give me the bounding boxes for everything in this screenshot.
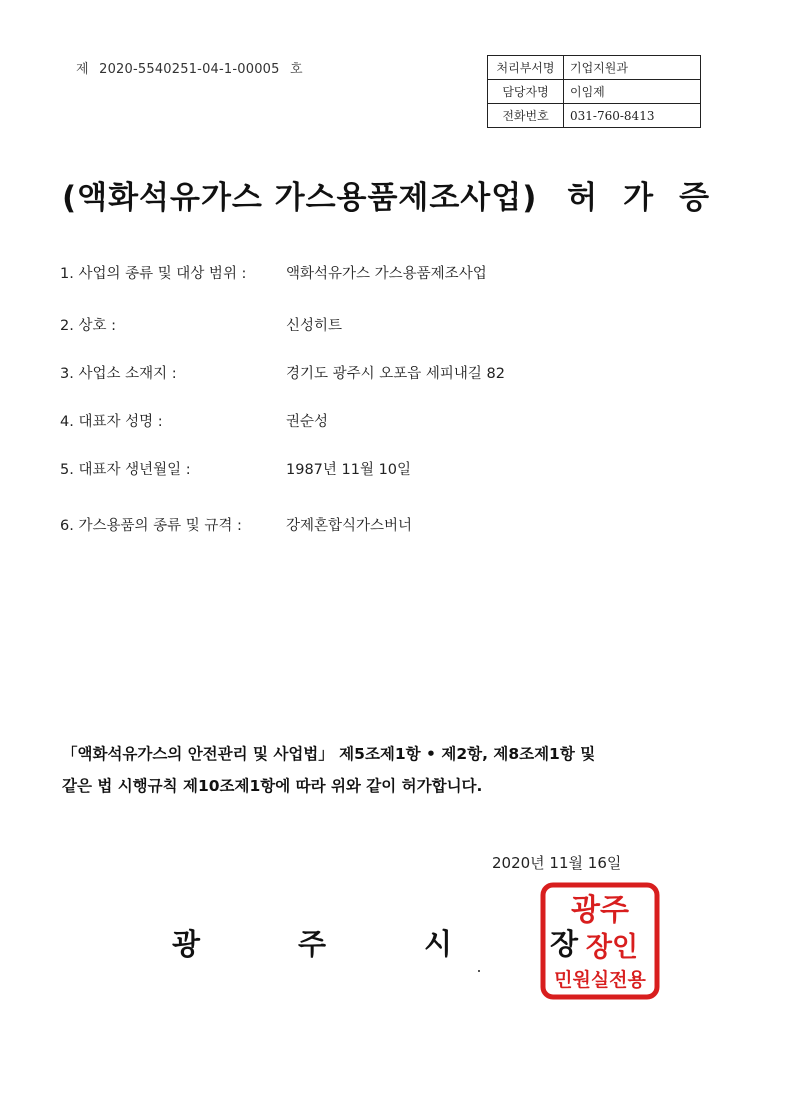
seal-text-mid: 장인 — [585, 932, 639, 963]
issuer-char: 장 — [550, 927, 579, 961]
legal-statement-line: 같은 법 시행규칙 제10조제1항에 따라 위와 같이 허가합니다. — [62, 777, 483, 795]
legal-statement — [62, 738, 742, 802]
seal-text-bottom: 민원실전용 — [554, 969, 646, 991]
issue-date: 2020년 11월 16일 — [492, 854, 622, 872]
issuer-char: 주 — [298, 927, 327, 961]
item-label: 4. 대표자 성명 : — [60, 414, 163, 430]
item-value: 경기도 광주시 오포읍 세피내길 82 — [286, 366, 505, 382]
certificate-title — [62, 172, 742, 217]
certificate-title-suffix: 허가증 — [567, 180, 736, 216]
item-value: 1987년 11월 10일 — [286, 462, 412, 478]
certificate-title-main: (액화석유가스 가스용품제조사업) — [62, 180, 538, 216]
item-label: 6. 가스용품의 종류 및 규격 : — [60, 518, 242, 534]
office-info-value: 031-760-8413 — [564, 104, 701, 128]
document-number-prefix: 제 — [76, 62, 89, 77]
item-label: 3. 사업소 소재지 : — [60, 366, 177, 382]
document-number-suffix: 호 — [289, 62, 303, 77]
office-info-row — [488, 80, 701, 104]
seal-text-top: 광주 — [571, 893, 629, 928]
issuer-char: 광 — [172, 927, 201, 961]
document-number — [76, 58, 303, 77]
office-info-row — [488, 56, 701, 80]
item-label: 2. 상호 : — [60, 318, 116, 334]
office-info-label: 처리부서명 — [488, 56, 564, 80]
office-info-row — [488, 104, 701, 128]
document-number-value: 2020-5540251-04-1-00005 — [99, 62, 280, 77]
official-seal — [540, 882, 660, 1000]
item-label: 1. 사업의 종류 및 대상 범위 : — [60, 266, 247, 282]
legal-statement-line: 「액화석유가스의 안전관리 및 사업법」 제5조제1항 • 제2항, 제8조제1항 및 — [62, 745, 596, 763]
office-info-label: 담당자명 — [488, 80, 564, 104]
office-info-table — [487, 55, 701, 128]
item-label: 5. 대표자 생년월일 : — [60, 462, 191, 478]
office-info-value: 기업지원과 — [564, 56, 701, 80]
office-info-label: 전화번호 — [488, 104, 564, 128]
item-value: 신성히트 — [286, 318, 343, 334]
scan-speck — [478, 970, 480, 972]
item-value: 강제혼합식가스버너 — [286, 518, 413, 534]
item-value: 액화석유가스 가스용품제조사업 — [286, 266, 487, 282]
item-value: 권순성 — [286, 414, 329, 430]
office-info-value: 이임제 — [564, 80, 701, 104]
issuer-char: 시 — [424, 927, 453, 961]
